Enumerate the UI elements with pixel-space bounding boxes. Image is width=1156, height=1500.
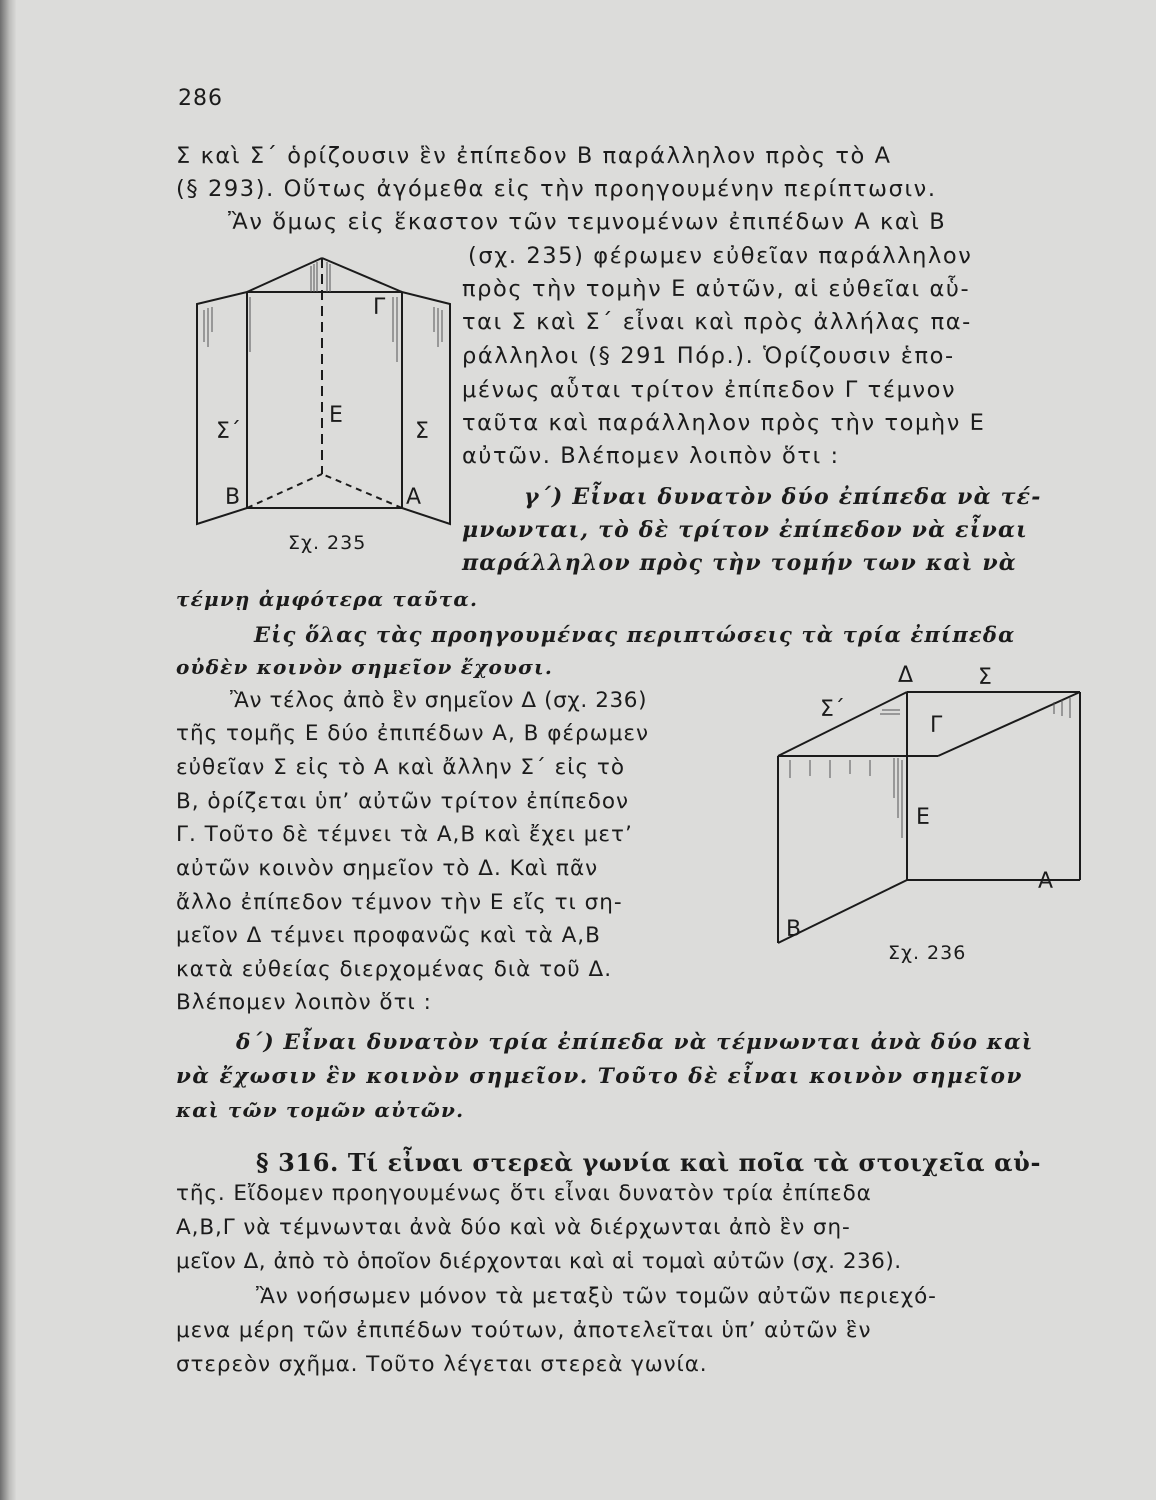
text-line: πρὸς τὴν τομὴν Ε αὐτῶν, αἱ εὐθεῖαι αὗ- <box>462 276 971 302</box>
text-line: (§ 293). Οὕτως ἀγόμεθα εἰς τὴν προηγουμένην περίπτωσιν. <box>176 176 937 202</box>
text-line: Γ. Τοῦτο δὲ τέμνει τὰ Α,Β καὶ ἔχει μετ’ <box>176 822 633 847</box>
text-line: αὐτῶν κοινὸν σημεῖον τὸ Δ. Καὶ πᾶν <box>176 856 599 881</box>
fig236-label-alpha: Α <box>1038 869 1054 894</box>
theorem-gamma-line: μνωνται, τὸ δὲ τρίτον ἐπίπεδον νὰ εἶναι <box>462 517 1028 543</box>
text-line: Ἂν νοήσωμεν μόνον τὰ μεταξὺ τῶν τομῶν αὐτῶν περιεχό- <box>256 1284 937 1309</box>
text-line: Α,Β,Γ νὰ τέμνωνται ἀνὰ δύο καὶ νὰ διέρχωνται ἀπὸ ἓν ση- <box>176 1215 851 1240</box>
theorem-delta-line: δ΄) Εἶναι δυνατὸν τρία ἐπίπεδα νὰ τέμνωνται ἀνὰ δύο καὶ <box>236 1030 1034 1055</box>
text-line: ράλληλοι (§ 291 Πόρ.). Ὁρίζουσιν ἑπο- <box>462 343 955 369</box>
theorem-delta-line: νὰ ἔχωσιν ἓν κοινὸν σημεῖον. Τοῦτο δὲ εἶναι κοινὸν σημεῖον <box>176 1064 1023 1089</box>
text-line: κατὰ εὐθείας διερχομένας διὰ τοῦ Δ. <box>176 957 613 982</box>
section-heading-316: § 316. Τί εἶναι στερεὰ γωνία καὶ ποῖα τὰ στοιχεῖα αὐ- <box>256 1148 1041 1177</box>
theorem-gamma-line: γ΄) Εἶναι δυνατὸν δύο ἐπίπεδα νὰ τέ- <box>524 484 1042 510</box>
figure-235 <box>192 252 456 530</box>
text-line: Βλέπομεν λοιπὸν ὅτι : <box>176 990 432 1015</box>
theorem-gamma-line: παράλληλον πρὸς τὴν τομήν των καὶ νὰ <box>462 550 1017 576</box>
fig236-label-delta: Δ <box>898 663 914 688</box>
fig236-label-epsilon: Ε <box>916 805 930 830</box>
text-line: Ἂν τέλος ἀπὸ ἓν σημεῖον Δ (σχ. 236) <box>230 688 648 713</box>
figure-236-drawing <box>770 658 1092 966</box>
text-line: μεῖον Δ τέμνει προφανῶς καὶ τὰ Α,Β <box>176 923 601 948</box>
text-line: ται Σ καὶ Σ΄ εἶναι καὶ πρὸς ἀλλήλας πα- <box>462 309 972 335</box>
fig236-label-beta: Β <box>786 917 802 942</box>
fig235-label-sigma-prime: Σ΄ <box>216 419 241 444</box>
text-line: στερεὸν σχῆμα. Τοῦτο λέγεται στερεὰ γωνία. <box>176 1352 708 1377</box>
page-number: 286 <box>178 86 223 111</box>
text-line: αὐτῶν. Βλέπομεν λοιπὸν ὅτι : <box>462 443 840 469</box>
text-line: ταῦτα καὶ παράλληλον πρὸς τὴν τομὴν Ε <box>462 410 986 436</box>
text-line: ἄλλο ἐπίπεδον τέμνον τὴν Ε εἴς τι ση- <box>176 890 623 915</box>
text-line: Β, ὁρίζεται ὑπ’ αὐτῶν τρίτον ἐπίπεδον <box>176 789 630 814</box>
text-line: Σ καὶ Σ΄ ὁρίζουσιν ἓν ἐπίπεδον Β παράλληλον πρὸς τὸ Α <box>176 143 892 169</box>
fig236-label-gamma: Γ <box>930 713 943 738</box>
text-line: Ἂν ὅμως εἰς ἕκαστον τῶν τεμνομένων ἐπιπέδων Α καὶ Β <box>228 209 947 235</box>
text-line: μενα μέρη τῶν ἐπιπέδων τούτων, ἀποτελεῖται ὑπ’ αὐτῶν ἓν <box>176 1318 872 1343</box>
figure-235-drawing <box>192 252 456 530</box>
fig235-label-alpha: Α <box>406 485 422 510</box>
text-line: εὐθεῖαν Σ εἰς τὸ Α καὶ ἄλλην Σ΄ εἰς τὸ <box>176 755 626 780</box>
fig235-label-epsilon: Ε <box>329 403 343 428</box>
figure-236 <box>770 658 1092 966</box>
text-line: μένως αὗται τρίτον ἐπίπεδον Γ τέμνον <box>462 377 957 403</box>
text-line: μεῖον Δ, ἀπὸ τὸ ὁποῖον διέρχονται καὶ αἱ τομαὶ αὐτῶν (σχ. 236). <box>176 1249 902 1274</box>
fig236-label-sigma: Σ <box>978 665 992 690</box>
text-line: τῆς τομῆς Ε δύο ἐπιπέδων Α, Β φέρωμεν <box>176 721 650 746</box>
fig235-label-sigma: Σ <box>415 419 429 444</box>
text-line: τῆς. Εἴδομεν προηγουμένως ὅτι εἶναι δυνατὸν τρία ἐπίπεδα <box>176 1181 872 1206</box>
fig235-label-gamma: Γ <box>373 295 386 320</box>
figure-235-caption: Σχ. 235 <box>288 532 367 554</box>
theorem-gamma-line: τέμνῃ ἀμφότερα ταῦτα. <box>176 587 479 611</box>
theorem-delta-line: καὶ τῶν τομῶν αὐτῶν. <box>176 1098 465 1122</box>
summary-line: Εἰς ὅλας τὰς προηγουμένας περιπτώσεις τὰ τρία ἐπίπεδα <box>254 622 1016 647</box>
figure-236-caption: Σχ. 236 <box>888 942 967 964</box>
fig236-label-sigma-prime: Σ΄ <box>820 697 845 722</box>
fig235-label-beta: Β <box>225 485 241 510</box>
summary-line: οὐδὲν κοινὸν σημεῖον ἔχουσι. <box>176 655 554 679</box>
text-line: (σχ. 235) φέρωμεν εὐθεῖαν παράλληλον <box>468 243 973 269</box>
